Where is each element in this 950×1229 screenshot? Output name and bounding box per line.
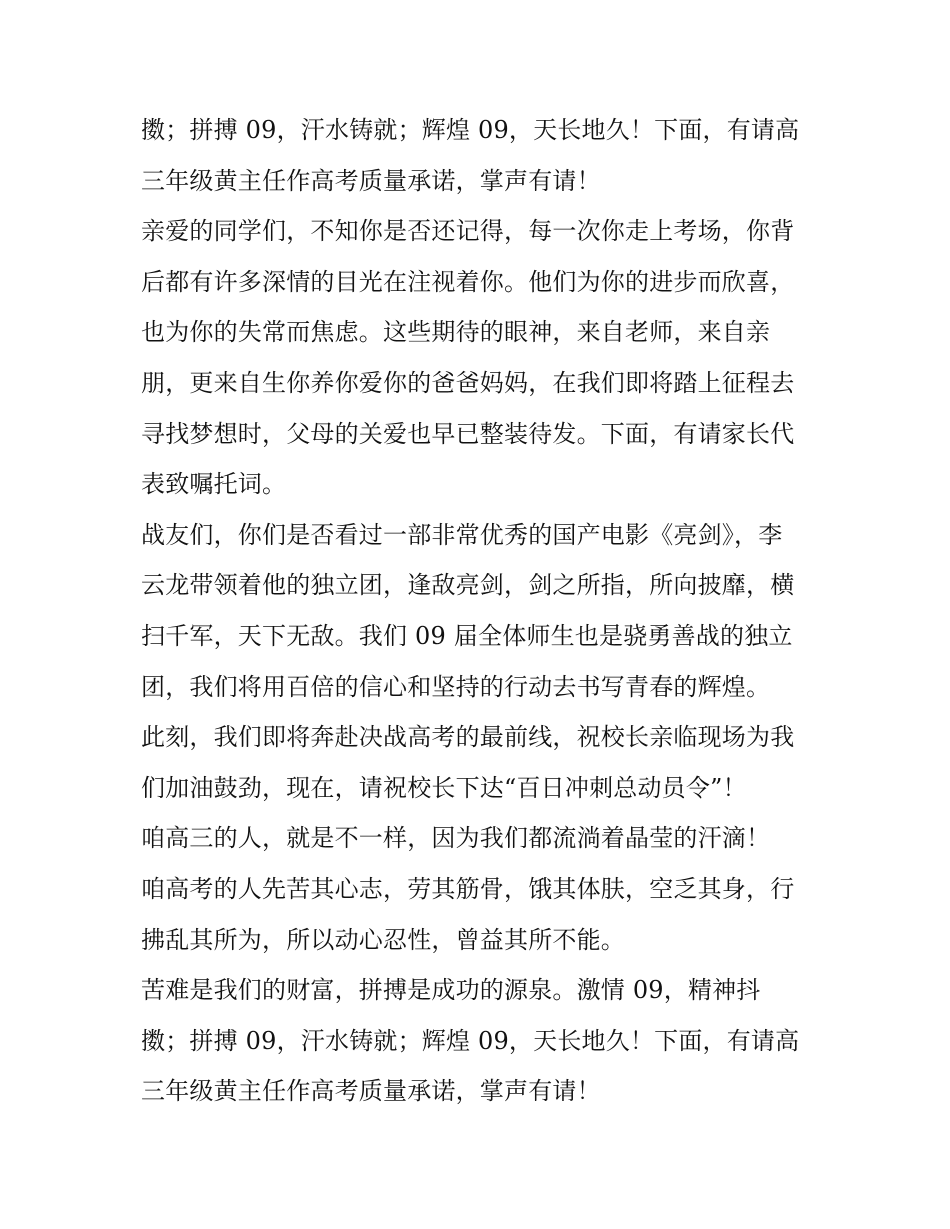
text-line: 擞；拼搏 09，汗水铸就；辉煌 09，天长地久！下面，有请高 [141,1026,800,1055]
text-line: 也为你的失常而焦虑。这些期待的眼神，来自老师，来自亲 [141,318,771,347]
text-line: 们加油鼓劲，现在，请祝校长下达“百日冲刺总动员令”！ [141,773,747,802]
text-line: 三年级黄主任作高考质量承诺，掌声有请！ [141,166,601,195]
text-line: 后都有许多深情的目光在注视着你。他们为你的进步而欣喜， [141,267,795,296]
text-line: 苦难是我们的财富，拼搏是成功的源泉。激情 09，精神抖 [141,976,761,1005]
text-line: 寻找梦想时，父母的关爱也早已整装待发。下面，有请家长代 [141,419,795,448]
text-line: 拂乱其所为，所以动心忍性，曾益其所不能。 [141,925,625,954]
text-line: 三年级黄主任作高考质量承诺，掌声有请！ [141,1077,601,1106]
text-line: 擞；拼搏 09，汗水铸就；辉煌 09，天长地久！下面，有请高 [141,116,800,144]
text-line: 团，我们将用百倍的信心和坚持的行动去书写青春的辉煌。 [141,672,771,701]
text-line: 咱高考的人先苦其心志，劳其筋骨，饿其体肤，空乏其身，行 [141,874,795,903]
text-line: 战友们，你们是否看过一部非常优秀的国产电影《亮剑》，李 [141,520,783,549]
text-line: 咱高三的人，就是不一样，因为我们都流淌着晶莹的汗滴！ [141,824,771,853]
text-line: 此刻，我们即将奔赴决战高考的最前线，祝校长亲临现场为我 [141,723,795,752]
text-line: 表致嘱托词。 [141,470,287,499]
document-body [141,105,821,1117]
text-line: 扫千军，天下无敌。我们 09 届全体师生也是骁勇善战的独立 [141,621,793,650]
text-line: 亲爱的同学们，不知你是否还记得，每一次你走上考场，你背 [141,217,795,246]
text-line: 朋，更来自生你养你爱你的爸爸妈妈，在我们即将踏上征程去 [141,368,795,397]
text-line: 云龙带领着他的独立团，逢敌亮剑，剑之所指，所向披靡，横 [141,571,795,600]
